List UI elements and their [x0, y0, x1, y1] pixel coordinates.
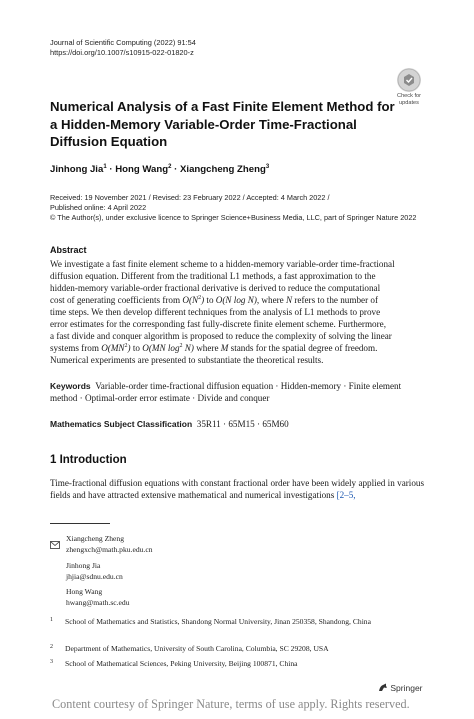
- keywords: [50, 380, 424, 404]
- author-name[interactable]: Hong Wang: [115, 164, 169, 175]
- abstract-heading: Abstract: [50, 245, 87, 255]
- check-for-updates-icon: [397, 68, 421, 92]
- abstract-line: systems from $O(MN^2)$ to O(MN $\log^2 N$) where M stands for the spatial degree of freedom.: [50, 342, 378, 353]
- published-line: Published online: 4 April 2022: [50, 203, 147, 212]
- journal-citation: Journal of Scientific Computing (2022) 91:54: [50, 38, 196, 47]
- abstract-line: cost of generating coefficients from $O(N^2)$ to O(N log N), where N refers to the number of: [50, 294, 378, 305]
- abstract-line: Numerical experiments are presented to substantiate the theoretical results.: [50, 355, 324, 365]
- badge-label-2: updates: [399, 100, 419, 106]
- keywords-text: Variable-order time-fractional diffusion equation · Hidden-memory · Finite element method · Optimal-order error estimate · Divide and conquer: [50, 381, 402, 403]
- badge-label-1: Check for: [397, 93, 421, 99]
- abstract-line: error estimates for the corresponding fast fully-discrete finite element scheme. Furthermore,: [50, 319, 386, 329]
- footnote-divider: [50, 523, 110, 524]
- msc-codes: 35R11 · 65M15 · 65M60: [196, 419, 289, 429]
- author-affil-sup: 2: [168, 163, 172, 170]
- author-separator: ·: [171, 164, 180, 175]
- author-separator: ·: [106, 164, 116, 175]
- author-email[interactable]: hwang@math.sc.edu: [66, 598, 130, 607]
- abstract-line: hidden-memory variable-order fractional derivative is derived to reduce the computational: [50, 283, 381, 293]
- abstract-line: time steps. We then develop different techniques from the analysis of L1 methods to prove: [50, 307, 381, 317]
- author-name: Hong Wang: [66, 587, 103, 596]
- author-affil-sup: 3: [265, 163, 270, 170]
- dates-line: Received: 19 November 2021 / Revised: 23 February 2022 / Accepted: 4 March 2022 /: [50, 193, 330, 202]
- author-affil-sup: 1: [103, 163, 107, 170]
- msc-label: Mathematics Subject Classification: [50, 419, 193, 429]
- abstract-text: [50, 258, 424, 366]
- author-name: Jinhong Jia: [66, 561, 101, 570]
- intro-paragraph: Time-fractional diffusion equations with constant fractional order have been widely applied in various fields and have attracted extensive mathematical and numerical investigations [2–5,: [50, 478, 424, 500]
- abstract-line: We investigate a fast finite element scheme to a hidden-memory variable-order time-fractional: [50, 259, 395, 269]
- author-name[interactable]: Xiangcheng Zheng: [180, 164, 266, 175]
- keywords-label: Keywords: [50, 381, 91, 391]
- publisher-name: Springer: [390, 683, 423, 693]
- msc-classification: [50, 419, 289, 429]
- author-list: [50, 164, 269, 175]
- publisher-logo: [378, 683, 423, 693]
- envelope-icon: [50, 536, 60, 554]
- paper-title: Numerical Analysis of a Fast Finite Element Method for a Hidden-Memory Variable-Order Time-Fractional Diffusion Equation: [50, 99, 395, 149]
- doi-link[interactable]: https://doi.org/10.1007/s10915-022-01820-z: [50, 48, 194, 57]
- corresponding-author-name: Xiangcheng Zheng: [66, 534, 124, 543]
- abstract-line: diffusion equation. Different from the traditional L1 methods, a fast approximation to the: [50, 271, 376, 281]
- springer-horse-icon: [378, 683, 388, 692]
- section-heading-introduction: 1 Introduction: [50, 454, 127, 466]
- abstract-line: a fast divide and conquer algorithm is proposed to reduce the complexity of solving the linear: [50, 331, 392, 341]
- corresponding-author-email[interactable]: zhengxch@math.pku.edu.cn: [66, 545, 153, 554]
- citation-link[interactable]: [2–5,: [336, 490, 356, 500]
- copyright-line: © The Author(s), under exclusive licence to Springer Science+Business Media, LLC, part of Springer Nature 2022: [50, 213, 417, 222]
- courtesy-watermark: Content courtesy of Springer Nature, terms of use apply. Rights reserved.: [52, 697, 410, 711]
- author-email[interactable]: jhjia@sdnu.edu.cn: [66, 572, 123, 581]
- author-name[interactable]: Jinhong Jia: [50, 164, 104, 175]
